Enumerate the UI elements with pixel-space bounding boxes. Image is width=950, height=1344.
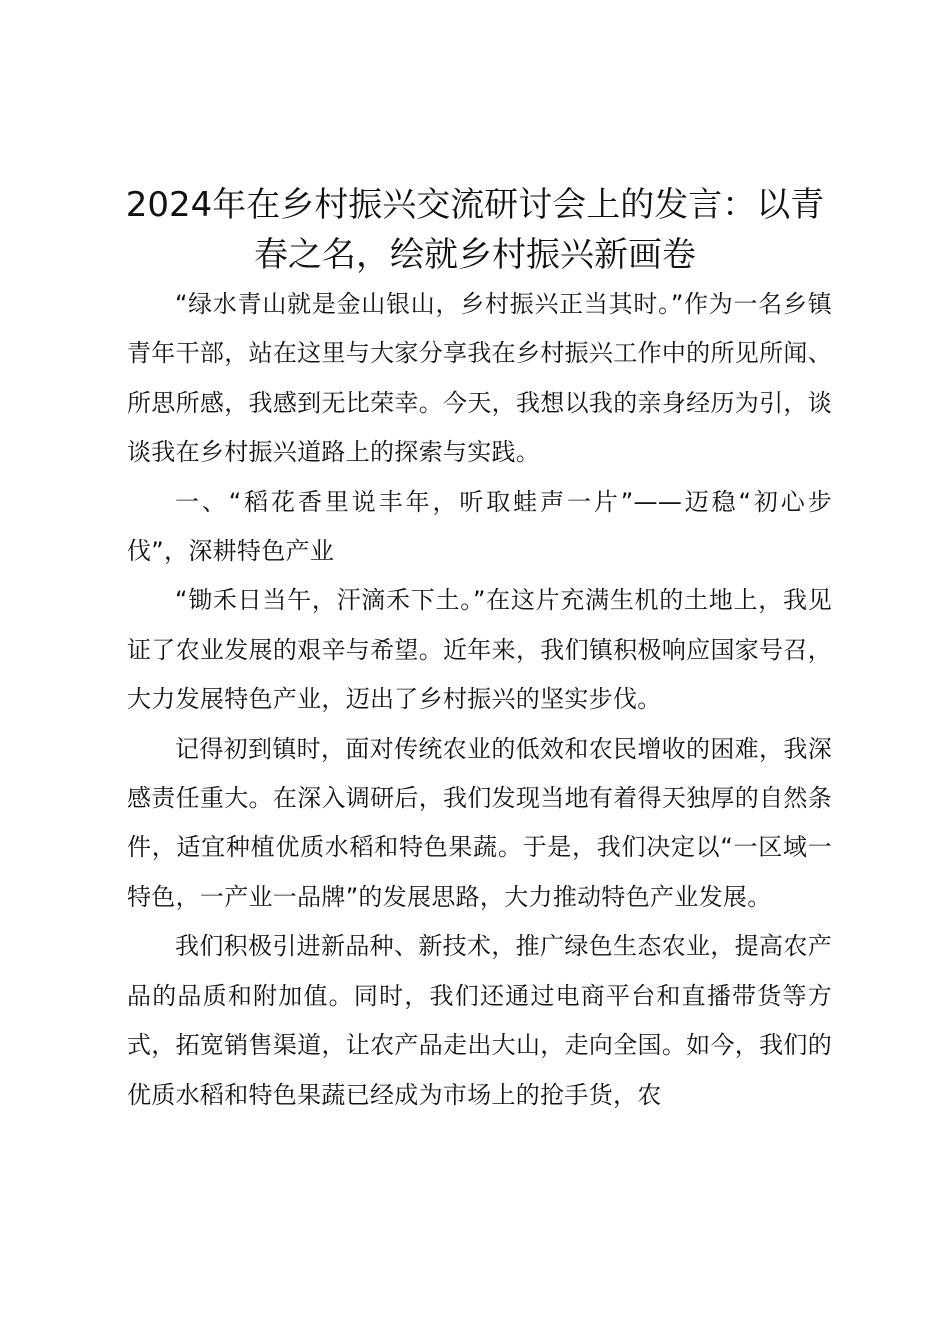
section-heading-1: 一、“稻花香里说丰年，听取蛙声一片”——迈稳“初心步伐”，深耕特色产业: [127, 487, 832, 566]
paragraph-2: “锄禾日当午，汗滴禾下土。”在这片充满生机的土地上，我见证了农业发展的艰辛与希望。近年来，我们镇积极响应国家号召，大力发展特色产业，迈出了乡村振兴的坚实步伐。: [127, 586, 832, 714]
paragraph-4: 我们积极引进新品种、新技术，推广绿色生态农业，提高农产品的品质和附加值。同时，我们还通过电商平台和直播带货等方式，拓宽销售渠道，让农产品走出大山，走向全国。如今，我们的优质水稻和特色果蔬已经成为市场上的抢手货，农: [127, 932, 832, 1109]
document-title: 2024年在乡村振兴交流研讨会上的发言：以青春之名，绘就乡村振兴新画卷: [125, 185, 825, 275]
document-body: [127, 280, 832, 1120]
paragraph-intro: “绿水青山就是金山银山，乡村振兴正当其时。”作为一名乡镇青年干部，站在这里与大家分享我在乡村振兴工作中的所见所闻、所思所感，我感到无比荣幸。今天，我想以我的亲身经历为引，谈谈我在乡村振兴道路上的探索与实践。: [127, 290, 832, 467]
paragraph-3: 记得初到镇时，面对传统农业的低效和农民增收的困难，我深感责任重大。在深入调研后，我们发现当地有着得天独厚的自然条件，适宜种植优质水稻和特色果蔬。于是，我们决定以“一区域一特色，一产业一品牌”的发展思路，大力推动特色产业发展。: [127, 734, 832, 911]
